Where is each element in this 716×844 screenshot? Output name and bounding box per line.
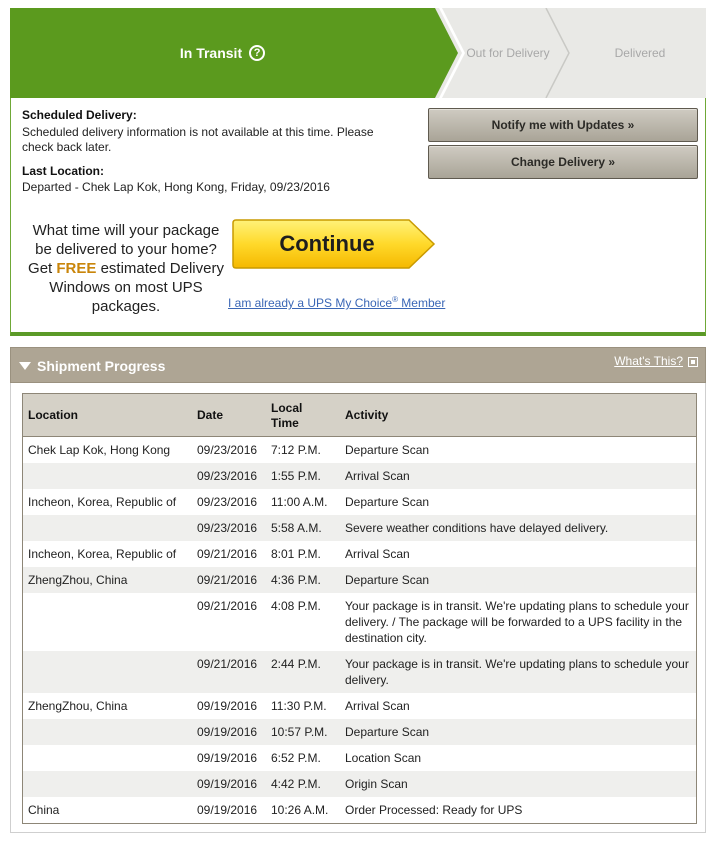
row-date: 09/19/2016 <box>197 777 258 791</box>
shipment-progress-body <box>10 383 706 833</box>
row-location: China <box>28 803 60 817</box>
row-date: 09/23/2016 <box>197 443 258 457</box>
row-time: 4:42 P.M. <box>271 777 321 791</box>
row-time: 7:12 P.M. <box>271 443 321 457</box>
member-link-text[interactable]: I am already a UPS My Choice <box>228 296 393 310</box>
table-row <box>23 693 696 719</box>
row-location: ZhengZhou, China <box>28 573 128 587</box>
row-date: 09/21/2016 <box>197 657 258 671</box>
row-activity: Severe weather conditions have delayed delivery. <box>345 521 609 535</box>
row-date: 09/23/2016 <box>197 521 258 535</box>
row-time: 4:36 P.M. <box>271 573 321 587</box>
table-row <box>23 463 696 489</box>
table-row <box>23 567 696 593</box>
row-time: 10:26 A.M. <box>271 803 329 817</box>
row-location: Incheon, Korea, Republic of <box>28 495 177 509</box>
col-local-time: Local Time <box>271 400 303 430</box>
shipment-progress-header[interactable] <box>10 347 706 383</box>
col-activity: Activity <box>345 408 389 422</box>
whats-this-link[interactable]: What's This? <box>614 354 683 368</box>
table-row <box>23 797 696 823</box>
scheduled-delivery-label: Scheduled Delivery: <box>22 108 137 122</box>
row-activity: Arrival Scan <box>345 547 410 561</box>
last-location-label: Last Location: <box>22 164 105 178</box>
table-body <box>23 437 696 823</box>
row-date: 09/21/2016 <box>197 599 258 613</box>
row-time: 1:55 P.M. <box>271 469 321 483</box>
row-activity: Arrival Scan <box>345 469 410 483</box>
row-date: 09/19/2016 <box>197 803 258 817</box>
table-row <box>23 515 696 541</box>
row-time: 4:08 P.M. <box>271 599 321 613</box>
col-location: Location <box>28 408 78 422</box>
row-date: 09/19/2016 <box>197 751 258 765</box>
row-time: 2:44 P.M. <box>271 657 321 671</box>
row-location: ZhengZhou, China <box>28 699 128 713</box>
stage-out-for-delivery: Out for Delivery <box>466 45 550 60</box>
row-activity: Departure Scan <box>345 443 430 457</box>
col-date: Date <box>197 408 224 422</box>
stage-in-transit <box>10 8 435 98</box>
row-activity: Origin Scan <box>345 777 408 791</box>
row-date: 09/19/2016 <box>197 699 258 713</box>
table-row <box>23 593 696 651</box>
shipment-progress-table <box>22 393 697 824</box>
table-row <box>23 771 696 797</box>
popup-window-icon[interactable] <box>688 357 698 367</box>
table-header <box>23 394 696 437</box>
row-time: 8:01 P.M. <box>271 547 321 561</box>
row-time: 5:58 A.M. <box>271 521 322 535</box>
notify-updates-button[interactable]: Notify me with Updates » <box>428 108 698 142</box>
row-location: Incheon, Korea, Republic of <box>28 547 177 561</box>
stage-in-transit-label: In Transit <box>179 45 243 61</box>
table-row <box>23 719 696 745</box>
row-activity: Departure Scan <box>345 725 430 739</box>
help-icon[interactable]: ? <box>249 45 265 61</box>
tracking-status-banner <box>10 8 706 98</box>
row-activity: Location Scan <box>345 751 422 765</box>
shipment-progress-title: Shipment Progress <box>37 358 166 374</box>
row-time: 10:57 P.M. <box>271 725 328 739</box>
mychoice-member-link[interactable] <box>228 295 445 310</box>
member-link-suffix[interactable]: Member <box>397 296 446 310</box>
promo-text-2: estimated Delivery Windows on most UPS packages. <box>49 260 224 315</box>
row-activity: Your package is in transit. We're updating plans to schedule your delivery. <box>345 657 689 687</box>
row-activity: Your package is in transit. We're updating plans to schedule your delivery. / The package will be forwarded to a UPS facility in the destination city. <box>345 599 689 645</box>
scheduled-delivery-text: Scheduled delivery information is not available at this time. Please check back later. <box>22 125 374 154</box>
row-date: 09/23/2016 <box>197 495 258 509</box>
promo-free: FREE <box>56 260 97 277</box>
mychoice-promo-text <box>23 221 229 316</box>
table-row <box>23 651 696 693</box>
row-time: 11:30 P.M. <box>271 699 327 713</box>
row-time: 11:00 A.M. <box>271 495 328 509</box>
row-date: 09/21/2016 <box>197 547 258 561</box>
last-location-text: Departed - Chek Lap Kok, Hong Kong, Friday, 09/23/2016 <box>22 180 330 194</box>
row-activity: Departure Scan <box>345 573 430 587</box>
row-activity: Order Processed: Ready for UPS <box>345 803 523 817</box>
table-row <box>23 745 696 771</box>
row-activity: Departure Scan <box>345 495 430 509</box>
row-location: Chek Lap Kok, Hong Kong <box>28 443 171 457</box>
registered-mark: ® <box>392 295 398 304</box>
row-activity: Arrival Scan <box>345 699 410 713</box>
row-date: 09/23/2016 <box>197 469 258 483</box>
promo-text-1: What time will your package be delivered to your home? Get <box>28 222 220 277</box>
change-delivery-button[interactable]: Change Delivery » <box>428 145 698 179</box>
table-row <box>23 489 696 515</box>
stage-delivered: Delivered <box>614 46 666 60</box>
row-date: 09/19/2016 <box>197 725 258 739</box>
delivery-summary-panel <box>10 98 706 336</box>
row-date: 09/21/2016 <box>197 573 258 587</box>
table-row <box>23 437 696 463</box>
row-time: 6:52 P.M. <box>271 751 321 765</box>
collapse-triangle-icon[interactable] <box>19 362 31 370</box>
continue-button[interactable]: Continue <box>279 231 375 256</box>
table-row <box>23 541 696 567</box>
